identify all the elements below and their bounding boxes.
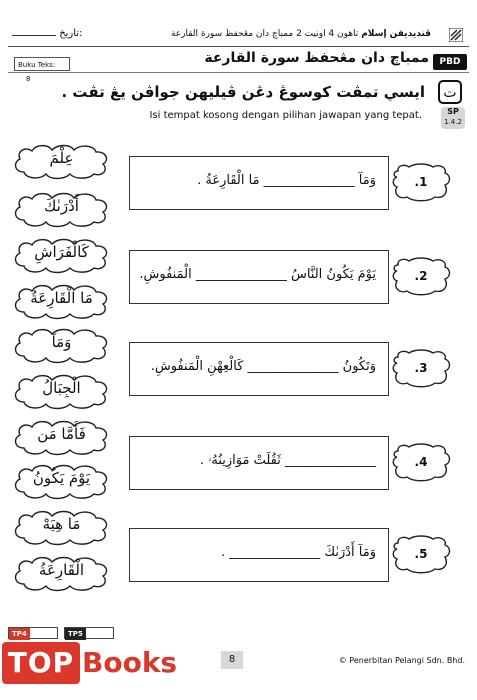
stripes-icon bbox=[449, 27, 463, 41]
title-divider bbox=[8, 72, 469, 73]
answer-option-text: كَالْفَرَاشِ bbox=[34, 243, 89, 261]
textbook-page: 8 bbox=[26, 75, 31, 83]
answer-option-cloud bbox=[10, 236, 113, 274]
answer-option-text: أَدْرَىٰكَ bbox=[44, 197, 79, 215]
answer-option-text: عِلْمَ bbox=[49, 149, 74, 167]
logo-top: TOP bbox=[2, 642, 80, 684]
question-number: .1 bbox=[414, 175, 428, 189]
tp4-label: TP4 bbox=[9, 628, 30, 640]
question-number: .5 bbox=[414, 547, 428, 561]
sp-badge bbox=[441, 107, 465, 129]
answer-option-cloud bbox=[10, 282, 113, 320]
question-text: ______________ ثَقُلَتْ مَوَازِينُهُۥ . bbox=[199, 453, 376, 468]
tp5-indicator bbox=[64, 627, 114, 639]
question-text: وَمَآ أَدْرَىٰكَ ______________ . bbox=[221, 545, 376, 560]
date-line bbox=[12, 35, 56, 36]
answer-option-cloud bbox=[10, 554, 113, 592]
answer-option-cloud bbox=[10, 462, 113, 500]
answer-option-text: الْجِبَالُ bbox=[42, 379, 81, 397]
question-number-bubble bbox=[391, 163, 451, 203]
question-box[interactable] bbox=[129, 436, 389, 490]
question-number: .2 bbox=[414, 269, 428, 283]
answer-option-cloud bbox=[10, 142, 113, 180]
question-text: وَمَآ ______________ مَا الْقَارِعَةُ . bbox=[197, 173, 376, 188]
question-number: .4 bbox=[414, 455, 428, 469]
answer-option-cloud bbox=[10, 418, 113, 456]
date-field bbox=[8, 28, 82, 39]
answer-option-text: فَأَمَّا مَن bbox=[37, 425, 86, 443]
answer-option-text: الْقَارِعَةُ bbox=[38, 561, 85, 579]
instruction-arabic: ايسي تمڤت كوسوڠ دڠن ڤيليهن جواڤن يڠ تڤت . bbox=[61, 83, 425, 101]
answer-option-cloud bbox=[10, 508, 113, 546]
sp-label: SP bbox=[447, 107, 459, 116]
textbook-ref bbox=[14, 57, 70, 83]
question-number: .3 bbox=[414, 361, 428, 375]
question-number-bubble bbox=[391, 257, 451, 297]
topbooks-logo bbox=[2, 642, 182, 684]
question-number-bubble bbox=[391, 443, 451, 483]
header-divider bbox=[8, 46, 469, 47]
pbd-badge: PBD bbox=[433, 54, 467, 70]
answer-option-cloud bbox=[10, 372, 113, 410]
textbook-label: Buku Teks: bbox=[18, 61, 56, 69]
breadcrumb bbox=[171, 29, 431, 39]
question-number-bubble bbox=[391, 535, 451, 575]
tp4-indicator bbox=[8, 627, 58, 639]
question-box[interactable] bbox=[129, 342, 389, 396]
question-box[interactable] bbox=[129, 528, 389, 582]
tp5-label: TP5 bbox=[65, 628, 86, 640]
answer-option-text: مَا الْقَارِعَةُ bbox=[30, 289, 93, 307]
publisher-credit: © Penerbitan Pelangi Sdn. Bhd. bbox=[338, 656, 465, 665]
instruction-letter-box: ت bbox=[438, 80, 462, 104]
instruction-malay: Isi tempat kosong dengan pilihan jawapan yang tepat. bbox=[149, 110, 422, 121]
breadcrumb-book: ڤنديديقن إسلام bbox=[361, 29, 431, 39]
question-text: وَتَكُونُ ______________ كَالْعِهْنِ الْمَنفُوشِ. bbox=[150, 359, 376, 374]
answer-option-text: يَوْمَ يَكُونُ bbox=[32, 469, 91, 487]
page-number: 8 bbox=[221, 651, 243, 669]
question-text: يَوْمَ يَكُونُ النَّاسُ ______________ الْمَنفُوشِ. bbox=[139, 267, 376, 282]
date-label: تاريخ: bbox=[59, 28, 83, 39]
logo-books: Books bbox=[82, 646, 178, 679]
section-title: ممباچ دان مڠحفظ سورة القارعة bbox=[204, 50, 429, 66]
breadcrumb-rest: تاهون 4 اونيت 2 ممباچ دان مڠحفظ سورة القارعة bbox=[170, 29, 359, 39]
answer-option-cloud bbox=[10, 190, 113, 228]
question-box[interactable] bbox=[129, 156, 389, 210]
answer-option-text: وَمَآ bbox=[51, 333, 72, 351]
question-number-bubble bbox=[391, 349, 451, 389]
question-box[interactable] bbox=[129, 250, 389, 304]
answer-option-text: مَا هِيَهْ bbox=[42, 515, 81, 533]
sp-code: 1.4.2 bbox=[444, 118, 462, 126]
answer-option-cloud bbox=[10, 326, 113, 364]
